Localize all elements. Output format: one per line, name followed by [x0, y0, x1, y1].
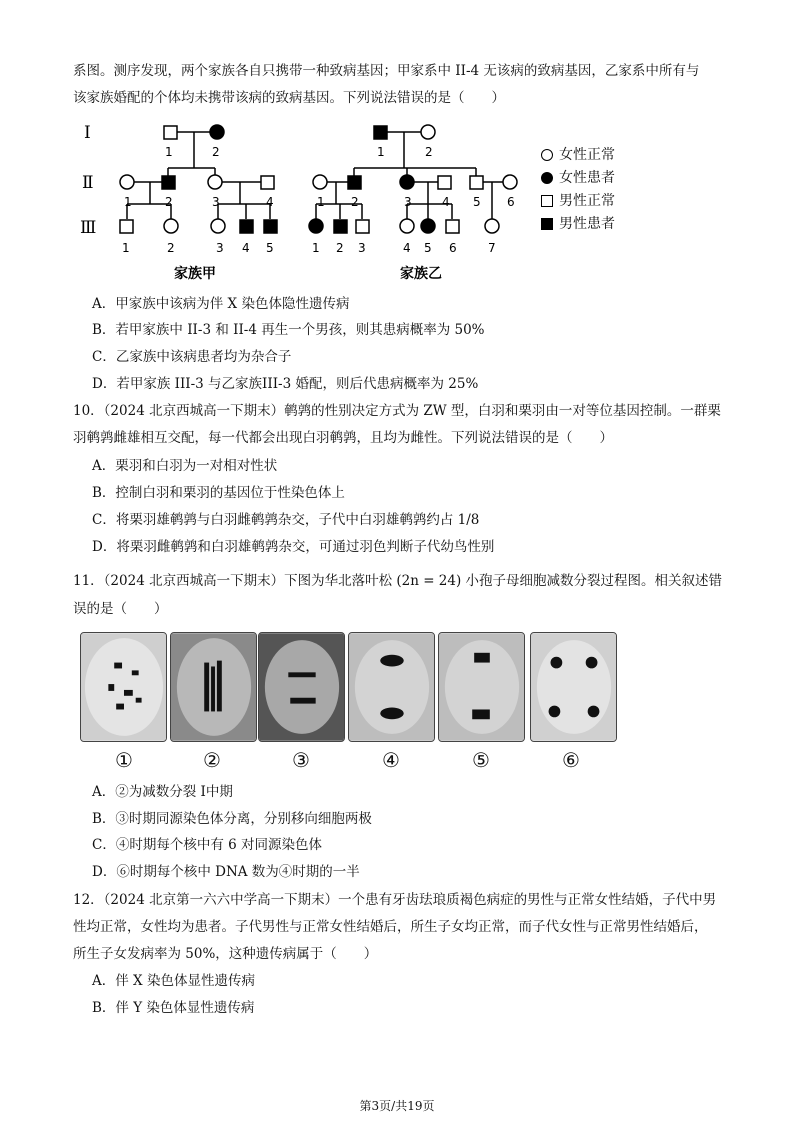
circle-filled-icon — [541, 172, 553, 184]
svg-text:1: 1 — [165, 145, 173, 159]
fa-II3-female-normal — [208, 175, 222, 189]
q12-stem-line-3: 所生子女发病率为 50%，这种遗传病属于（ ） — [73, 946, 378, 962]
fa-III2-female-normal — [164, 219, 178, 233]
pedigree-figure — [70, 118, 530, 288]
q12-option-b: B．伴 Y 染色体显性遗传病 — [92, 1000, 255, 1016]
micrograph-2 — [170, 632, 257, 742]
fb-III3-male-normal — [356, 220, 369, 233]
family-b-caption: 家族乙 — [400, 266, 442, 282]
micrograph-5 — [438, 632, 525, 742]
micrograph-3 — [258, 632, 345, 742]
gen-label-1: I — [84, 123, 91, 143]
svg-text:5: 5 — [473, 195, 481, 209]
fb-III1-female-affected — [309, 219, 323, 233]
q11-option-d: D．⑥时期每个核中 DNA 数为④时期的一半 — [92, 864, 360, 880]
svg-text:2: 2 — [212, 145, 220, 159]
fa-III4-male-affected — [240, 220, 253, 233]
q11-option-c: C．④时期每个核中有 6 对同源染色体 — [92, 837, 323, 853]
svg-text:1: 1 — [312, 241, 320, 255]
q10-stem-line-1: 10．（2024 北京西城高一下期末）鹌鹑的性别决定方式为 ZW 型，白羽和栗羽由一对等位基因控制。一群栗 — [73, 403, 721, 419]
fb-I1-male-affected — [374, 126, 387, 139]
fb-II3-female-affected — [400, 175, 414, 189]
q12-stem-line-1: 12．（2024 北京第一六六中学高一下期末）一个患有牙齿珐琅质褐色病症的男性与正常女性结婚，子代中男 — [73, 892, 717, 908]
fa-III5-male-affected — [264, 220, 277, 233]
stage-label-4: ④ — [382, 748, 400, 772]
intro-line-1: 系图。测序发现，两个家族各自只携带一种致病基因；甲家系中 II-4 无该病的致病基因，乙家系中所有与 — [73, 63, 700, 79]
stage-label-1: ① — [115, 748, 133, 772]
svg-text:5: 5 — [266, 241, 274, 255]
svg-text:6: 6 — [507, 195, 515, 209]
fb-II1-female-normal — [313, 175, 327, 189]
q10-option-c: C．将栗羽雄鹌鹑与白羽雌鹌鹑杂交，子代中白羽雄鹌鹑约占 1/8 — [92, 512, 480, 528]
q11-stem-line-1: 11．（2024 北京西城高一下期末）下图为华北落叶松 (2n = 24) 小孢子母细胞减数分裂过程图。相关叙述错 — [73, 573, 723, 589]
svg-text:4: 4 — [442, 195, 450, 209]
micrograph-1 — [80, 632, 167, 742]
svg-text:3: 3 — [404, 195, 412, 209]
fa-II2-male-affected — [162, 176, 175, 189]
svg-text:2: 2 — [167, 241, 175, 255]
fb-II2-male-affected — [348, 176, 361, 189]
legend-female-affected: 女性患者 — [541, 167, 615, 185]
svg-text:1: 1 — [377, 145, 385, 159]
fb-III4-female-normal — [400, 219, 414, 233]
circle-open-icon — [541, 149, 553, 161]
svg-text:4: 4 — [403, 241, 411, 255]
q11-stem-line-2: 误的是（ ） — [73, 601, 168, 617]
svg-text:7: 7 — [488, 241, 496, 255]
square-open-icon — [541, 195, 553, 207]
gen-label-2: Ⅱ — [82, 173, 94, 193]
fa-II4-male-normal — [261, 176, 274, 189]
fa-I2-female-affected — [210, 125, 224, 139]
micrograph-6 — [530, 632, 617, 742]
fa-II1-female-normal — [120, 175, 134, 189]
svg-text:3: 3 — [216, 241, 224, 255]
fa-III3-female-normal — [211, 219, 225, 233]
svg-text:2: 2 — [425, 145, 433, 159]
fa-I1-male-normal — [164, 126, 177, 139]
square-filled-icon — [541, 218, 553, 230]
fb-II4-male-normal — [438, 176, 451, 189]
stage-label-3: ③ — [292, 748, 310, 772]
q9-option-a: A．甲家族中该病为伴 X 染色体隐性遗传病 — [92, 296, 350, 312]
fb-I2-female-normal — [421, 125, 435, 139]
fb-III7-female-normal — [485, 219, 499, 233]
intro-line-2: 该家族婚配的个体均未携带该病的致病基因。下列说法错误的是（ ） — [73, 90, 505, 106]
q9-option-d: D．若甲家族 III-3 与乙家族III-3 婚配，则后代患病概率为 25% — [92, 376, 479, 392]
q12-stem-line-2: 性均正常，女性均为患者。子代男性与正常女性结婚后，所生子女均正常，而子代女性与正常男性结婚后， — [73, 919, 708, 935]
stage-label-6: ⑥ — [562, 748, 580, 772]
svg-text:2: 2 — [336, 241, 344, 255]
legend-male-normal: 男性正常 — [541, 190, 615, 208]
gen-label-3: Ⅲ — [80, 218, 97, 238]
fb-II6-female-normal — [503, 175, 517, 189]
q9-option-c: C．乙家族中该病患者均为杂合子 — [92, 349, 292, 365]
svg-text:1: 1 — [124, 195, 132, 209]
fb-III5-female-affected — [421, 219, 435, 233]
svg-text:1: 1 — [317, 195, 325, 209]
svg-text:6: 6 — [449, 241, 457, 255]
svg-text:4: 4 — [242, 241, 250, 255]
q10-stem-line-2: 羽鹌鹑雌雄相互交配，每一代都会出现白羽鹌鹑，且均为雌性。下列说法错误的是（ ） — [73, 430, 613, 446]
q11-option-a: A．②为减数分裂 I中期 — [92, 784, 233, 800]
family-a-caption: 家族甲 — [174, 266, 216, 282]
q11-option-b: B．③时期同源染色体分离，分别移向细胞两极 — [92, 811, 372, 827]
q10-option-a: A．栗羽和白羽为一对相对性状 — [92, 458, 278, 474]
legend-male-affected: 男性患者 — [541, 213, 615, 231]
fb-III2-male-affected — [334, 220, 347, 233]
q12-option-a: A．伴 X 染色体显性遗传病 — [92, 973, 255, 989]
svg-text:3: 3 — [358, 241, 366, 255]
svg-text:4: 4 — [266, 195, 274, 209]
q9-option-b: B．若甲家族中 II-3 和 II-4 再生一个男孩，则其患病概率为 50% — [92, 322, 485, 338]
fb-III6-male-normal — [446, 220, 459, 233]
q10-option-b: B．控制白羽和栗羽的基因位于性染色体上 — [92, 485, 345, 501]
svg-text:5: 5 — [424, 241, 432, 255]
svg-text:3: 3 — [212, 195, 220, 209]
svg-text:1: 1 — [122, 241, 130, 255]
stage-label-2: ② — [203, 748, 221, 772]
legend-female-normal: 女性正常 — [541, 144, 615, 162]
svg-text:2: 2 — [351, 195, 359, 209]
q10-option-d: D．将栗羽雌鹌鹑和白羽雄鹌鹑杂交，可通过羽色判断子代幼鸟性别 — [92, 539, 495, 555]
page-footer: 第3页/共19页 — [359, 1099, 435, 1113]
micrograph-4 — [348, 632, 435, 742]
svg-text:2: 2 — [165, 195, 173, 209]
fb-II5-male-normal — [470, 176, 483, 189]
fa-III1-male-normal — [120, 220, 133, 233]
stage-label-5: ⑤ — [472, 748, 490, 772]
